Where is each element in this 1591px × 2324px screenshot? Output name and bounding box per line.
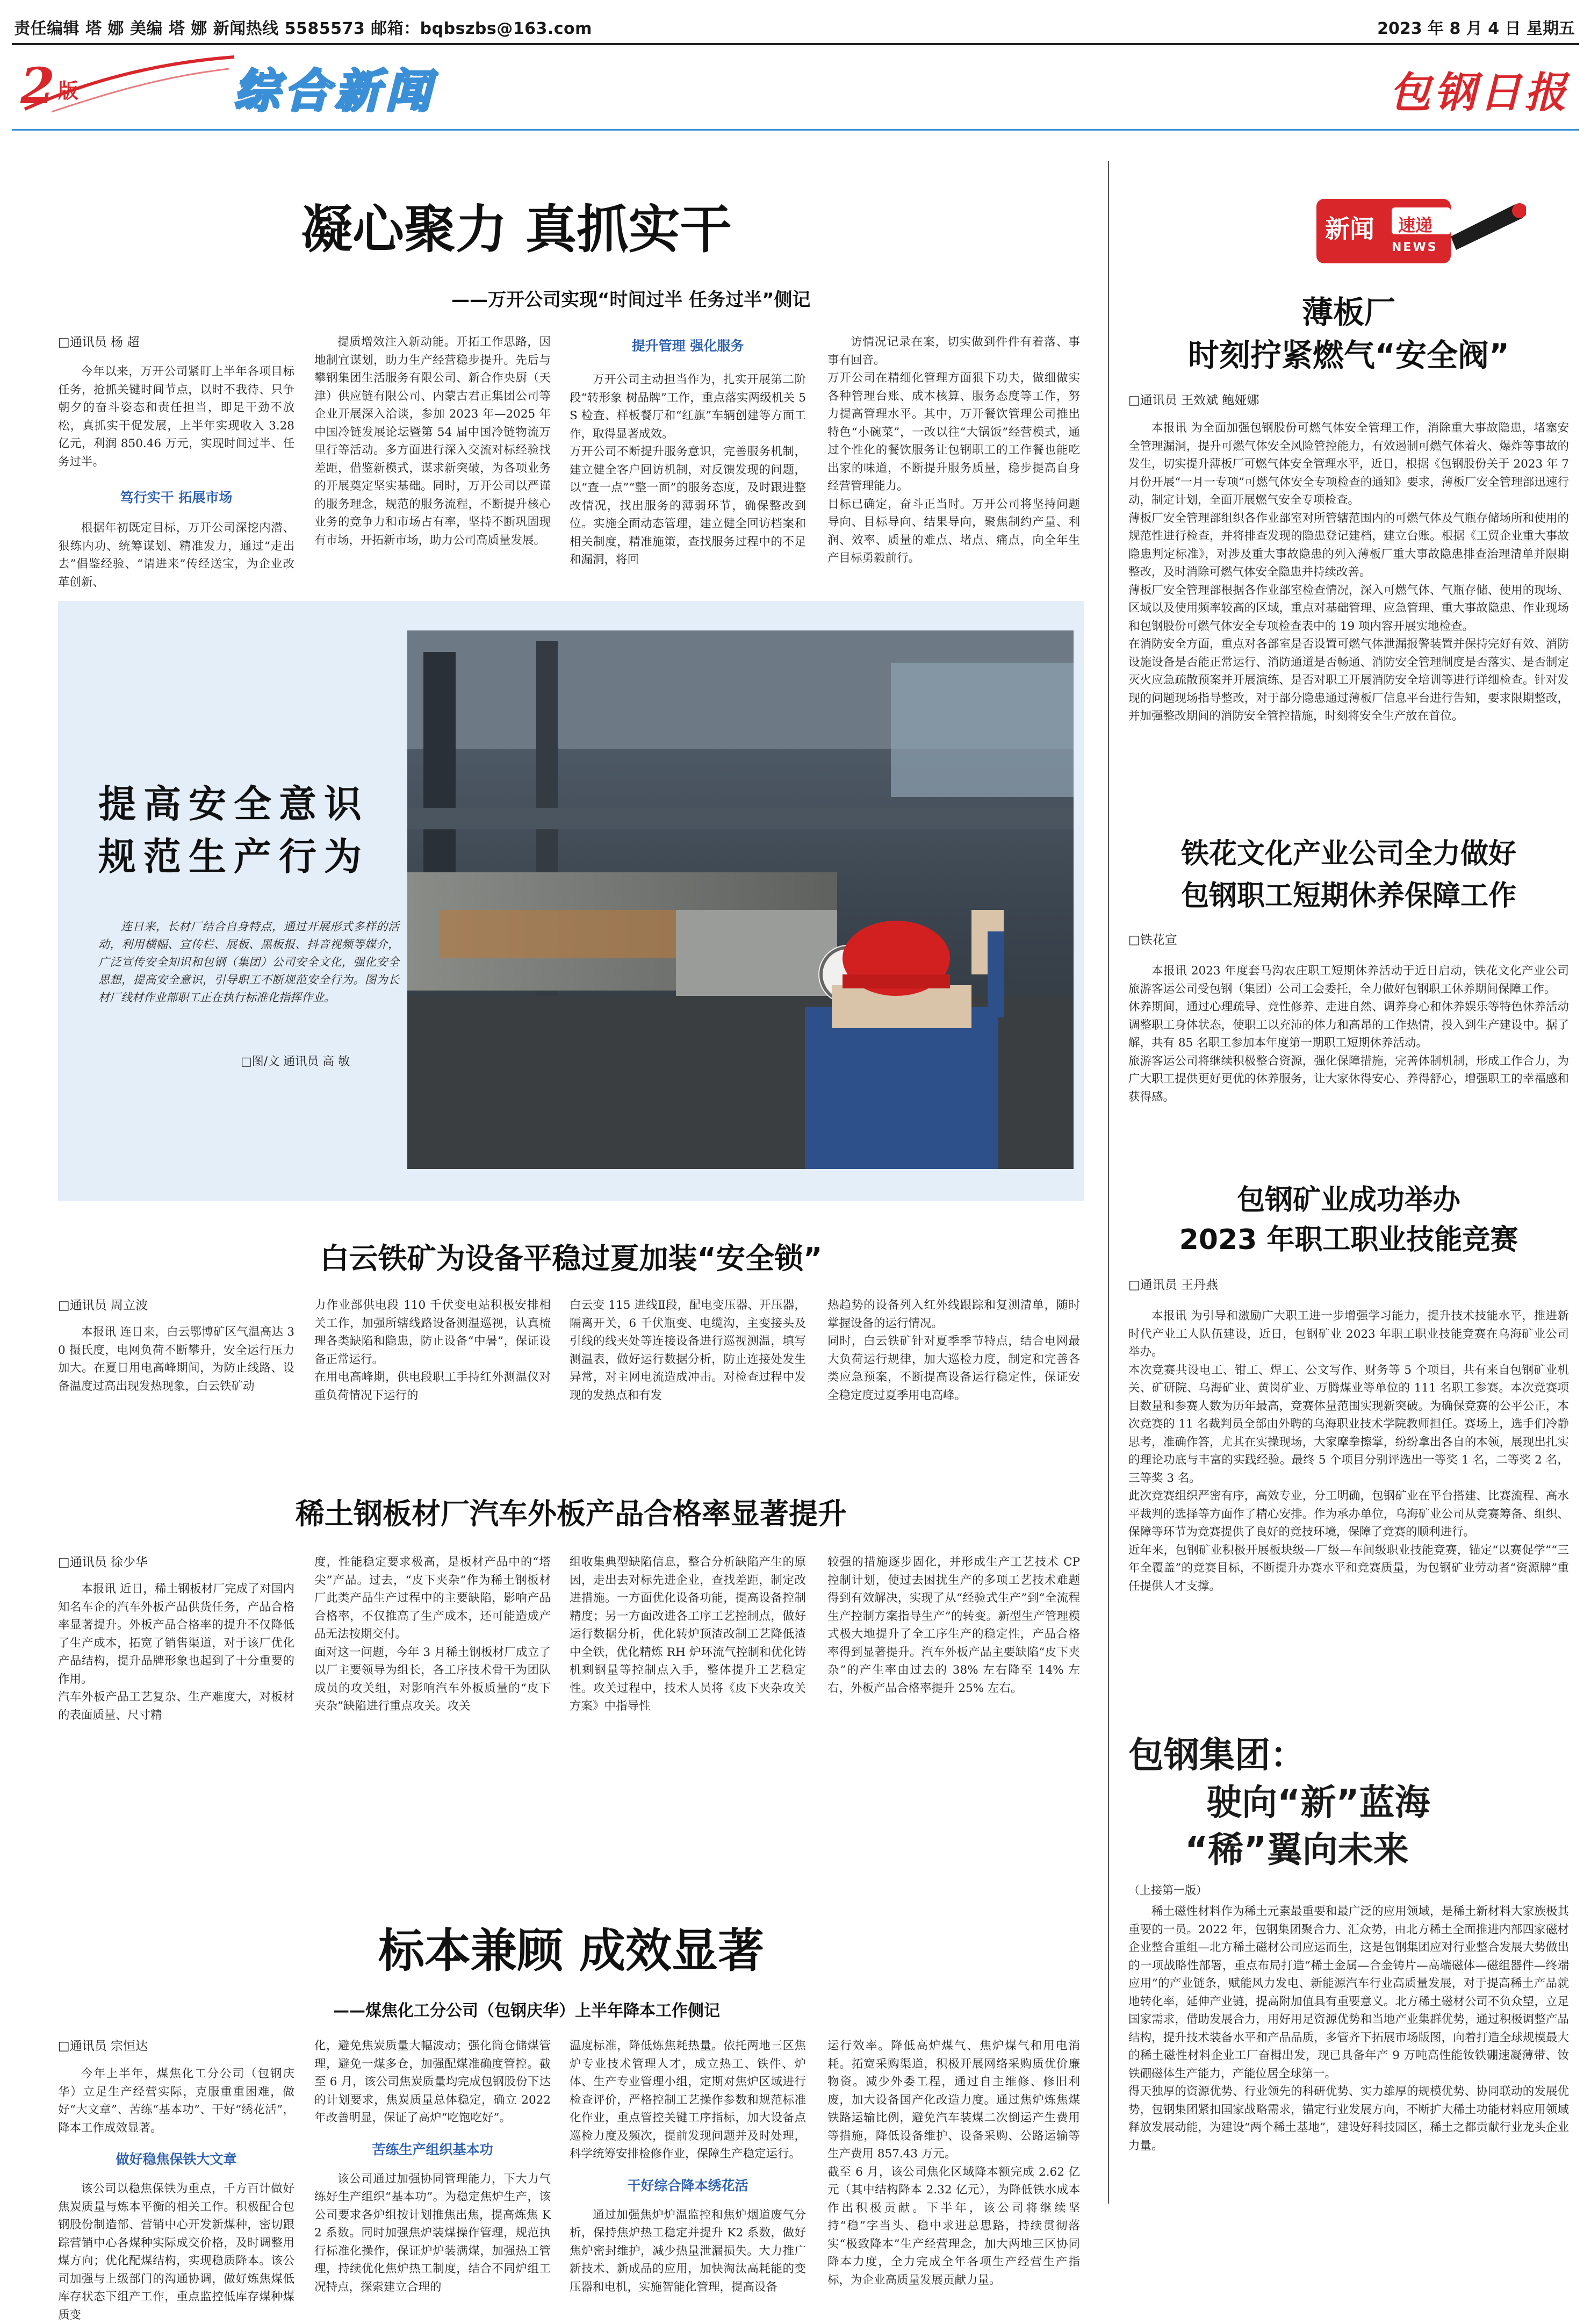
photo-credit: □图/文 通讯员 高 敏 (241, 1055, 350, 1068)
baiyun-col1: 本报讯 连日来，白云鄂博矿区气温高达 30 摄氏度，电网负荷不断攀升，安全运行压力加大。在夏日用电高峰期间，为防止线路、设备温度过高出现发热现象，白云铁矿动 (58, 1325, 294, 1393)
meijiao-col1-text: 今年上半年，煤焦化工分公司（包钢庆华）立足生产经营实际，克服重重困难，做好“大文章”、苦练“基本功”、干好“绣花活”，降本工作成效显著。 (58, 2067, 294, 2135)
wankai-subtitle: ——万开公司实现“时间过半 任务过半”侧记 (451, 289, 811, 311)
wankai-col3-text: 万开公司主动担当作为，扎实开展第二阶段“转形象 树品牌”工作，重点落实两级机关 5S 检查、样板餐厅和“红旗”车辆创建等方面工作，取得显著成效。 万开公司不断提升服务意识，完善服务机制，建立健全客户回访机制，对反馈发现的问题，以“查一点”“整一面”的服务态度，及时跟进整改情况，找出服务的薄弱环节，确保整改到位。实施全面动态管理，建立健全回访档案和相关制度，精准施策，查找服务过程中的不足和漏洞，将回 (570, 373, 806, 566)
group-title-line-2: 驶向“新”蓝海 (1206, 1782, 1430, 1823)
group-text: 稀土磁性材料作为稀土元素最重要和最广泛的应用领域，是稀土新材料大家族极其重要的一员。2022 年，包钢集团聚合力、汇众势，由北方稀土全面推进内部四家磁材企业整合重组—北方稀土磁材公司应运而生，这是包钢集团应对行业整合发展大势做出的一项战略性部署，重点布局打造“稀土金属—合金铸片—高端磁体—磁组器件—终端应用”的产业链条，赋能风力发电、新能源汽车行业高质量发展，对于提高稀土产品就地转化率，延伸产业链，提高附加值具有重要意义。北方稀土磁材公司不负众望，立足国家需求，借助发展合力，用好用足资源优势和当地产业集群优势，通过积极调整产品结构，提升技术装备水平和产品品质，多管齐下拓展市场版图，向着打造全球规模最大的稀土磁性材料企业工厂奋楫出发，现已具备年产 9 万吨高性能钕铁硼速凝薄带、钕铁硼磁体生产能力，产能位居全球第一。 得天独厚的资源优势、行业领先的科研优势、实力雄厚的规模优势、协同联动的发展优势，包钢集团紧扣国家战略需求，锚定行业发展方向，不断扩大稀土功能材料应用领域释放发展动能，为建设“两个稀土基地”，建设好科技园区，稀土之都贡献行业龙头企业力量。 (1128, 1905, 1569, 2153)
news-badge-main: 新闻 (1325, 214, 1374, 243)
masthead-date: 2023 年 8 月 4 日 星期五 (1377, 19, 1575, 38)
wankai-subhead-1: 笃行实干 拓展市场 (120, 490, 233, 505)
meijiao-col3 (570, 2037, 806, 2296)
meijiao-col3b-text: 通过加强焦炉炉温监控和焦炉烟道废气分析，保持焦炉热工稳定并提升 K2 系数，做好焦炉密封维护，减少热量泄漏损失。大力推广新技术、新成品的应用，加快淘汰高耗能的变压器和电机，实施智能化管理，提高设备 (570, 2208, 806, 2294)
photo-title-line-2: 规范生产行为 (98, 834, 369, 879)
page-number: 2 (20, 57, 55, 115)
tiehua-byline: □铁花宣 (1128, 933, 1177, 947)
news-badge-sub: 速递 (1398, 215, 1433, 235)
wankai-col4: 访情况记录在案，切实做到件件有着落、事事有回音。 万开公司在精细化管理方面狠下功夫，做细做实各种管理台账、成本核算、服务态度等工作，努力提高管理水平。其中，万开餐饮管理公司推出特色“小碗菜”，一改以往“大锅饭”经营模式，通过个性化的餐饮服务让包钢职工的工作餐也能吃出家的味道，不断提升服务质量，稳步提高自身经营管理能力。 目标已确定，奋斗正当时。万开公司将坚持问题导向、目标导向、结果导向，聚焦制约产量、利润、效率、质量的难点、堵点、痛点，向全年生产目标勇毅前行。 (827, 335, 1080, 565)
masthead-bottom-rule (12, 129, 1579, 131)
meijiao-col1 (58, 2065, 294, 2324)
tiehua-text: 本报讯 2023 年度套马沟农庄职工短期休养活动于近日启动，铁花文化产业公司旅游客运公司受包钢（集团）公司工会委托，全力做好包钢职工休养期间保障工作。 休养期间，通过心理疏导、竞性修养、走进自然、调养身心和休养娱乐等特色休养活动调整职工身体状态，使职工以充沛的体力和高昂的工作热情，投入到生产建设中。据了解，共有 85 名职工参加本年度第一期职工短期休养活动。 旅游客运公司将继续积极整合资源，强化保障措施，完善体制机制，形成工作合力，为广大职工提供更好更优的休养服务，让大家休得安心、养得舒心，增强职工的幸福感和获得感。 (1128, 964, 1569, 1104)
baoban-byline: □通讯员 王效斌 鲍娅娜 (1128, 393, 1259, 407)
group-title-line-1: 包钢集团： (1128, 1734, 1306, 1776)
baoban-text: 本报讯 为全面加强包钢股份可燃气体安全管理工作，消除重大事故隐患，堵塞安全管理漏洞，提升可燃气体安全风险管控能力，有效遏制可燃气体着火、爆炸等事故的发生，切实提升薄板厂可燃气体安全管理水平，近日，根据《包钢股份关于 2023 年 7 月份开展“一月一专项”可燃气体安全专项检查的通知》要求，薄板厂安全管理部迅速行动，制定计划，全面开展燃气安全专项检查。 薄板厂安全管理部组织各作业部室对所管辖范围内的可燃气体及气瓶存储场所和使用的规范性进行检查，并将排查发现的隐患登记建档，建立台账。根据《工贸企业重大事故隐患判定标准》，对涉及重大事故隐患的列入薄板厂重大事故隐患排查治理清单并限期整改，及时消除可燃气体安全隐患并持续改善。 薄板厂安全管理部根据各作业部室检查情况，深入可燃气体、气瓶存储、使用的现场、区域以及使用频率较高的区域，重点对基础管理、应急管理、重大事故隐患、作业现场和包钢股份可燃气体安全专项检查表中的 19 项内容开展实地检查。 在消防安全方面，重点对各部室是否设置可燃气体泄漏报警装置并保持完好有效、消防设施设备是否能正常运行、消防通道是否畅通、消防安全管理制度是否落实、是否制定灭火应急疏散预案并开展演练、是否对职工开展消防安全培训等进行详细检查。针对发现的问题现场指导整改，对于部分隐患通过薄板厂信息平台进行告知，要求限期整改，并加强整改期间的消防安全管控措施，时刻将安全生产放在首位。 (1128, 421, 1569, 723)
meijiao-subhead-2: 苦练生产组织基本功 (372, 2141, 493, 2157)
photo-feature-panel (58, 601, 1084, 1201)
xitu-col3: 组收集典型缺陷信息，整合分析缺陷产生的原因，走出去对标先进企业，查找差距，制定改进措施。一方面优化设备功能，提高设备控制精度；另一方面改进各工序工艺控制点，做好运行数据分析，优化转炉顶渣改制工艺降低渣中全铁，优化精炼 RH 炉环流气控制和优化铸机剩钢量等控制点入手，整体提升工艺稳定性。攻关过程中，技术人员将《皮下夹杂攻关方案》中指导性 (570, 1555, 806, 1713)
kuangye-title-line-1: 包钢矿业成功举办 (1236, 1184, 1460, 1216)
kuangye-title-line-2: 2023 年职工职业技能竞赛 (1179, 1224, 1518, 1256)
wankai-col1 (58, 363, 294, 591)
paper-name-logo: 包钢日报 (1388, 68, 1570, 117)
masthead-top-rule (12, 43, 1579, 45)
section-title: 综合新闻 (234, 64, 436, 117)
wankai-col2-text: 提质增效注入新动能。开拓工作思路，因地制宜谋划，助力生产经营稳步提升。先后与攀钢集团生活服务有限公司、新合作央厨（天津）供应链有限公司、内蒙古君正集团公司等企业开展深入洽谈，参加 2023 年—2025 年中国冷链发展论坛暨第 54 届中国冷链物流万里行等活动。多方面进行深入交流对标经验找差距，借鉴新模式，谋求新突破，为各项业务的开展奠定坚实基础。同时，万开公司以严谨的服务理念，规范的服务流程，不断提升核心业务的竞争力和市场占有率，坚持不断巩固现有市场，开拓新市场，助力公司高质量发展。 (314, 335, 551, 547)
meijiao-col2 (314, 2037, 551, 2296)
baoban-title-line-1: 薄板厂 (1301, 294, 1395, 331)
wankai-col1b-text: 根据年初既定目标，万开公司深挖内潜、狠练内功、统筹谋划、精准发力，通过“走出去”倡鉴经验、“请进来”传经送宝，为企业改革创新、 (58, 521, 294, 589)
baiyun-col3: 白云变 115 进线Ⅱ段，配电变压器、开压器，隔离开关，6 千伏瓶变、电缆沟，主变接头及引线的线夹处等连接设备进行巡视测温，填写测温表，做好运行数据分析，防止连接处发生异常，对主网电流造成冲击。对检查过程中发现的发热点和有发 (570, 1299, 806, 1402)
tiehua-title-line-2: 包钢职工短期休养保障工作 (1180, 880, 1516, 912)
tiehua-title-line-1: 铁花文化产业公司全力做好 (1180, 838, 1516, 870)
baiyun-title: 白云铁矿为设备平稳过夏加装“安全锁” (320, 1242, 823, 1275)
page-number-suffix: 版 (58, 79, 79, 103)
baiyun-col2: 力作业部供电段 110 千伏变电站积极安排相关工作，加强所辖线路设备测温巡视，认真梳理各类缺陷和隐患，防止设备“中暑”，保证设备正常运行。 在用电高峰期，供电段职工手持红外测温仪对重负荷情况下运行的 (314, 1299, 551, 1402)
news-badge (1311, 188, 1526, 279)
meijiao-title: 标本兼顾 成效显著 (378, 1924, 764, 1978)
wankai-col2 (314, 333, 551, 549)
photo-worker-image (407, 630, 1074, 1169)
wankai-title: 凝心聚力 真抓实干 (301, 199, 732, 260)
meijiao-subhead-3: 干好综合降本绣花活 (627, 2177, 748, 2193)
xitu-col4: 较强的措施逐步固化，并形成生产工艺技术 CP 控制计划，使过去困扰生产的多项工艺技术难题得到有效解决，实现了从“经验式生产”到“全流程生产控制方案指导生产”的转变。新型生产管理模式极大地提升了全工序生产的稳定性，产品合格率得到显著提升。汽车外板产品主要缺陷“皮下夹杂”的产生率由过去的 38% 左右降至 14% 左右，外板产品合格率提升 25% 左右。 (827, 1555, 1080, 1695)
meijiao-col1b-text: 该公司以稳焦保铁为重点，千方百计做好焦炭质量与炼本平衡的相关工作。积极配合包钢股份制造部、营销中心开发新煤种，密切跟踪营销中心各煤种实际成交价格，及时调整用煤方向；优化配煤结构，实现稳质降本。该公司加强与上级部门的沟通协调，做好炼焦煤低库存状态下组产工作，重点监控低库存煤种煤质变 (58, 2182, 294, 2322)
group-title-line-3: “稀”翼向未来 (1185, 1829, 1409, 1870)
baiyun-byline: □通讯员 周立波 (58, 1299, 148, 1312)
masthead-editors: 责任编辑 塔 娜 美编 塔 娜 新闻热线 5585573 邮箱：bqbszbs@163.com (14, 19, 592, 38)
wankai-subhead-2: 提升管理 强化服务 (631, 338, 744, 354)
news-badge-en: NEWS (1392, 241, 1438, 254)
meijiao-col4: 运行效率。降低高炉煤气、焦炉煤气和用电消耗。拓宽采购渠道，积极开展网络采购质优价廉物资。减少外委工程，通过自主维修、修旧利废，加大设备国产化改造力度。通过焦炉炼焦煤铁路运输比例，避免汽车装煤二次倒运产生费用等措施，降低设备维护、设备采购、公路运输等生产费用 857.43 万元。 截至 6 月，该公司焦化区域降本额完成 2.62 亿元（其中结构降本 2.32 亿元），为降低铁水成本作出积极贡献。下半年，该公司将继续坚持“稳”字当头、稳中求进总思路，持续贯彻落实“极致降本”生产经营理念，加大两地三区协同降本力度，全力完成全年各项生产经营生产指标，为企业高质量发展贡献力量。 (827, 2039, 1080, 2287)
meijiao-subhead-1: 做好稳焦保铁大文章 (116, 2151, 237, 2167)
meijiao-col2-text: 化，避免焦炭质量大幅波动；强化筒仓储煤管理，避免一煤多仓，加强配煤准确度管控。截至 6 月，该公司焦炭质量均完成包钢股份下达的计划要求，焦炭质量总体稳定，确立 2022 年改善明显，保证了高炉“吃饱吃好”。 (314, 2039, 551, 2125)
xitu-col1: 本报讯 近日，稀土钢板材厂完成了对国内知名车企的汽车外板产品供货任务，产品合格率显著提升。外板产品合格率的提升不仅降低了生产成本，拓宽了销售渠道，对于该厂优化产品结构，提升品牌形象也起到了十分重要的作用。 汽车外板产品工艺复杂、生产难度大，对板材的表面质量、尺寸精 (58, 1582, 294, 1722)
xitu-title: 稀土钢板材厂汽车外板产品合格率显著提升 (296, 1497, 847, 1531)
meijiao-byline: □通讯员 宗恒达 (58, 2039, 148, 2053)
wankai-byline: □通讯员 杨 超 (58, 335, 140, 349)
baiyun-col4: 热趋势的设备列入红外线跟踪和复测清单，随时掌握设备的运行情况。 同时，白云铁矿针对夏季季节特点，结合电网最大负荷运行规律，加大巡检力度，制定和完善各类应急预案，不断提高设备运行稳定性，保证安全稳定度过夏季用电高峰。 (827, 1299, 1080, 1402)
wankai-col1-text: 今年以来，万开公司紧盯上半年各项目标任务，抢抓关键时间节点，以时不我待、只争朝夕的奋斗姿态和责任担当，即足干劲不放松，真抓实干促发展，上半年实现收入 3.28 亿元，利润 850.46 万元，实现时间过半、任务过半。 (58, 365, 294, 469)
photo-caption: 连日来，长材厂结合自身特点，通过开展形式多样的活动，利用横幅、宣传栏、展板、黑板报、抖音视频等媒介，广泛宣传安全知识和包钢（集团）公司安全文化，强化安全思想，提高安全意识，引导职工不断规范安全行为。图为长材厂线材作业部职工正在执行标准化指挥作业。 (98, 920, 399, 1004)
page-number-badge (14, 53, 240, 117)
kuangye-text: 本报讯 为引导和激励广大职工进一步增强学习能力，提升技术技能水平，推进新时代产业工人队伍建设，近日，包钢矿业 2023 年职工职业技能竞赛在乌海矿业公司举办。 本次竞赛共设电工、钳工、焊工、公文写作、财务等 5 个项目，共有来自包钢矿业机关、矿研院、乌海矿业、黄岗矿业、万腾煤业等单位的 111 名职工参赛。本次竞赛项目数量和参赛人数为历年最高，竞赛体量范围实现新突破。为确保竞赛的公平公正，本次竞赛的 11 名裁判员全部由外聘的乌海职业技术学院教师担任。赛场上，选手们冷静思考，准确作答，尤其在实操现场，大家摩拳擦掌，纷纷拿出各自的本领，展现出扎实的理论功底与丰富的实践经验。最终 5 个项目分别评选出一等奖 1 名，二等奖 2 名，三等奖 3 名。 此次竞赛组织严密有序，高效专业，分工明确，包钢矿业在平台搭建、比赛流程、高水平裁判的选择等方面作了精心安排。作为承办单位，乌海矿业公司从竞赛筹备、组织、保障等环节为竞赛提供了良好的竞技环境，保障了竞赛的顺利进行。 近年来，包钢矿业积极开展板块级—厂级—车间级职业技能竞赛，锚定“以赛促学”“三年全覆盖”的竞赛目标，不断提升办赛水平和竞赛质量，为包钢矿业劳动者“资源牌”重任提供人才支撑。 (1128, 1309, 1569, 1593)
meijiao-subtitle: ——煤焦化工分公司（包钢庆华）上半年降本工作侧记 (333, 2002, 720, 2020)
kuangye-byline: □通讯员 王丹燕 (1128, 1278, 1219, 1292)
xitu-byline: □通讯员 徐少华 (58, 1555, 148, 1569)
baoban-title-line-2: 时刻拧紧燃气“安全阀” (1187, 337, 1510, 374)
photo-title-line-1: 提高安全意识 (98, 781, 369, 826)
wankai-col3 (570, 333, 806, 569)
meijiao-col3-text: 温度标准，降低炼焦耗热量。依托两地三区焦炉专业技术管理人才，成立热工、铁件、炉体、生产专业管理小组，定期对焦炉区域进行检查评价，严格控制工艺操作参数和规范标准化作业，重点管控关键工序指标，加大设备点巡检力度及频次，提前发现问题并及时处理，科学统筹安排检修作业，保障生产稳定运行。 (570, 2039, 806, 2161)
xitu-col2: 度，性能稳定要求极高，是板材产品中的“塔尖”产品。过去，“皮下夹杂”作为稀土钢板材厂此类产品生产过程中的主要缺陷，影响产品合格率，不仅推高了生产成本，还可能造成产品无法按期交付。 面对这一问题，今年 3 月稀土钢板材厂成立了以厂主要领导为组长，各工序技术骨干为团队成员的攻关组，对影响汽车外板质量的“皮下夹杂”缺陷进行重点攻关。攻关 (314, 1555, 551, 1713)
group-note: （上接第一版） (1128, 1884, 1207, 1897)
right-column-divider (1108, 161, 1109, 2204)
meijiao-col2b-text: 该公司通过加强协同管理能力，下大力气练好生产组织“基本功”。为稳定焦炉生产，该公司要求各炉组按计划推焦出焦，提高炼焦 K2 系数。同时加强焦炉装煤操作管理，规范执行标准化操作，保证炉炉装满煤，加强热工管理，持续优化焦炉热工制度，结合不同炉组工况特点，探索建立合理的 (314, 2172, 551, 2294)
